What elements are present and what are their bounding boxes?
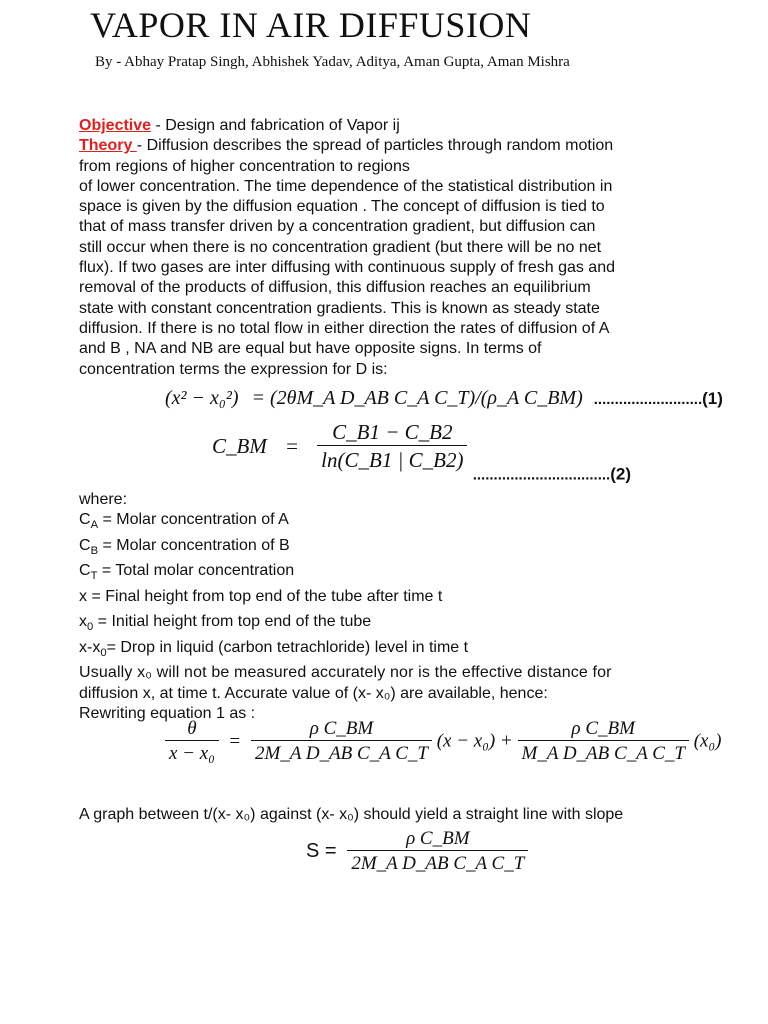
theory-line: from regions of higher concentration to regions xyxy=(79,157,410,175)
eq3-right-fraction: $\frac{\text{ρ C\_BM}}{\text{M\_A D\_AB C\_A C\_T}}$ xyxy=(518,718,689,765)
graph-description: A graph between t/(x- x₀) against (x- x₀) should yield a straight line with slope xyxy=(79,806,624,823)
eq2-number: (2) xyxy=(610,464,631,484)
slope-lhs: S = xyxy=(306,840,337,862)
eq2-equals: = xyxy=(286,434,298,458)
theory-line: still occur when there is no concentration gradient (but there will be no net xyxy=(79,238,602,256)
eq2-denominator: ln(C_B1 | C_B2) xyxy=(317,445,467,473)
eq1-number: (1) xyxy=(702,389,723,408)
objective-label: Objective xyxy=(79,117,152,134)
theory-label: Theory xyxy=(79,137,137,155)
eq1-leader: .......................... xyxy=(593,391,703,408)
eq3-mid-term: (x − x₀) + xyxy=(436,730,513,752)
slope-fraction: $\frac{\text{ρ C\_BM}}{\text{2M\_A D\_AB C\_A C\_T}}$ xyxy=(347,828,528,875)
eq2-numerator: C_B1 − C_B2 xyxy=(332,420,453,444)
objective-text: - Design and fabrication of Vapor ij xyxy=(151,117,400,134)
theory-line: removal of the products of diffusion, this diffusion reaches an equilibrium xyxy=(79,279,591,297)
theory-line-0: Theory - Diffusion describes the spread of particles through random motion xyxy=(79,137,614,155)
eq3-left-fraction: $\frac{\theta}{\text{x − x₀}}$ xyxy=(165,718,219,765)
eq1-lhs: (x² − x₀²) xyxy=(165,387,239,409)
objective-line xyxy=(79,116,719,136)
theory-line: flux). If two gases are inter diffusing with continuous supply of fresh gas and xyxy=(79,259,615,277)
usually-line: Rewriting equation 1 as : xyxy=(79,704,256,722)
eq3-equals: = xyxy=(229,730,241,752)
equation-1 xyxy=(165,387,723,410)
theory-line: state with constant concentration gradients. This is known as steady state xyxy=(79,299,600,317)
theory-line: of lower concentration. The time dependence of the statistical distribution in xyxy=(79,177,613,195)
theory-line: space is given by the diffusion equation . The concept of diffusion is tied to xyxy=(79,198,605,216)
eq2-lhs: C_BM xyxy=(212,434,267,458)
theory-section xyxy=(79,116,719,380)
definitions xyxy=(79,490,719,724)
definition-item: x = Final height from top end of the tube after time t xyxy=(79,587,443,605)
slope-equation xyxy=(306,828,528,875)
theory-line: diffusion. If there is no total flow in either direction the rates of diffusion of A xyxy=(79,319,610,337)
eq2-fraction xyxy=(317,420,467,473)
theory-line: and B , NA and NB are equal but have opposite signs. In terms of xyxy=(79,340,542,358)
definition-item: $C_A$ = Molar concentration of A xyxy=(79,511,289,532)
theory-line: concentration terms the expression for D is: xyxy=(79,360,388,378)
usually-line: Usually x₀ will not be measured accurately nor is the effective distance for xyxy=(79,664,612,682)
definition-item: $C_T$ = Total molar concentration xyxy=(79,562,295,583)
eq3-middle-fraction: $\frac{\text{ρ C\_BM}}{\text{2M\_A D\_AB C\_A C\_T}}$ xyxy=(251,718,432,765)
where-heading: where: xyxy=(79,491,128,508)
equation-2 xyxy=(212,420,631,484)
document-title: VAPOR IN AIR DIFFUSION xyxy=(90,5,532,45)
definition-item: $C_B$ = Molar concentration of B xyxy=(79,536,290,557)
usually-line: diffusion x, at time t. Accurate value of (x- x₀) are available, hence: xyxy=(79,684,548,702)
eq1-rhs: = (2θM_A D_AB C_A C_T)/(ρ_A C_BM) xyxy=(251,387,583,409)
theory-line: that of mass transfer driven by a concentration gradient, but diffusion can xyxy=(79,218,596,236)
eq2-leader: ................................. xyxy=(472,466,611,484)
equation-3 xyxy=(165,718,721,765)
definition-item: $x_0$ = Initial height from top end of the tube xyxy=(79,613,372,634)
eq3-end-term: (x₀) xyxy=(693,730,722,752)
author-list: By - Abhay Pratap Singh, Abhishek Yadav, Aditya, Aman Gupta, Aman Mishra xyxy=(95,54,570,70)
definition-item: $x-x_0=$ Drop in liquid (carbon tetrachloride) level in time t xyxy=(79,638,469,659)
